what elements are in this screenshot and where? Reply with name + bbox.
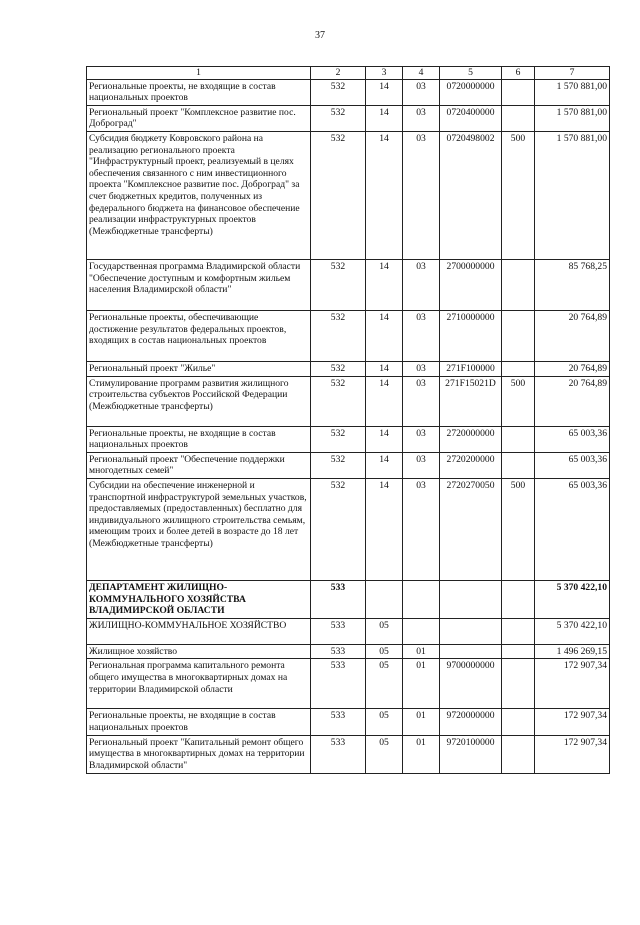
- row-grbs-cell: 532: [311, 131, 366, 259]
- table-row: [87, 618, 610, 644]
- row-subsection-cell: 03: [403, 105, 440, 131]
- row-subsection-cell: 01: [403, 709, 440, 735]
- row-expense-type-cell: [502, 659, 535, 709]
- row-section-cell: 14: [366, 426, 403, 452]
- row-amount-cell: 1 570 881,00: [535, 79, 610, 105]
- table-row: [87, 580, 610, 618]
- row-target-article-cell: 271F15021D: [440, 376, 502, 426]
- row-amount-cell: 85 768,25: [535, 259, 610, 310]
- row-amount-cell: 65 003,36: [535, 478, 610, 580]
- table-row: [87, 478, 610, 580]
- row-grbs-cell: 532: [311, 426, 366, 452]
- row-grbs-cell: 532: [311, 452, 366, 478]
- row-name-cell: Региональная программа капитального ремонта общего имущества в многоквартирных домах на территории Владимирской области: [87, 659, 311, 709]
- row-name-cell: Региональный проект "Обеспечение поддержки многодетных семей": [87, 452, 311, 478]
- table-row: [87, 644, 610, 659]
- row-expense-type-cell: [502, 709, 535, 735]
- row-target-article-cell: [440, 644, 502, 659]
- row-subsection-cell: 03: [403, 79, 440, 105]
- table-row: [87, 361, 610, 376]
- row-expense-type-cell: [502, 452, 535, 478]
- header-col-4: 4: [403, 67, 440, 80]
- header-col-1: 1: [87, 67, 311, 80]
- row-grbs-cell: 532: [311, 478, 366, 580]
- row-section-cell: [366, 580, 403, 618]
- row-subsection-cell: 03: [403, 310, 440, 361]
- row-expense-type-cell: [502, 259, 535, 310]
- row-section-cell: 14: [366, 105, 403, 131]
- row-subsection-cell: 03: [403, 376, 440, 426]
- row-name-cell: Региональный проект "Комплексное развитие пос. Доброград": [87, 105, 311, 131]
- row-target-article-cell: 2720200000: [440, 452, 502, 478]
- header-col-2: 2: [311, 67, 366, 80]
- row-section-cell: 14: [366, 376, 403, 426]
- header-row: [87, 67, 610, 80]
- row-section-cell: 05: [366, 735, 403, 773]
- row-expense-type-cell: [502, 310, 535, 361]
- table-row: [87, 310, 610, 361]
- row-name-cell: Государственная программа Владимирской области "Обеспечение доступным и комфортным жильем населения Владимирской области": [87, 259, 311, 310]
- row-name-cell: Стимулирование программ развития жилищного строительства субъектов Российской Федерации (Межбюджетные трансферты): [87, 376, 311, 426]
- row-expense-type-cell: 500: [502, 376, 535, 426]
- row-expense-type-cell: [502, 79, 535, 105]
- table-row: [87, 131, 610, 259]
- row-section-cell: 05: [366, 618, 403, 644]
- row-section-cell: 14: [366, 259, 403, 310]
- header-col-6: 6: [502, 67, 535, 80]
- row-section-cell: 14: [366, 310, 403, 361]
- row-target-article-cell: 2700000000: [440, 259, 502, 310]
- row-target-article-cell: 9700000000: [440, 659, 502, 709]
- row-amount-cell: 65 003,36: [535, 452, 610, 478]
- row-target-article-cell: [440, 580, 502, 618]
- row-subsection-cell: 03: [403, 259, 440, 310]
- row-expense-type-cell: 500: [502, 131, 535, 259]
- row-subsection-cell: 03: [403, 426, 440, 452]
- row-expense-type-cell: [502, 426, 535, 452]
- row-amount-cell: 20 764,89: [535, 376, 610, 426]
- row-name-cell: Региональный проект "Жилье": [87, 361, 311, 376]
- row-section-cell: 05: [366, 644, 403, 659]
- row-amount-cell: 1 570 881,00: [535, 131, 610, 259]
- row-name-cell: Субсидии на обеспечение инженерной и транспортной инфраструктурой земельных участков, предоставляемых (предоставленных) бесплатно для индивидуального жилищного строительства семьям, имеющим троих и более детей в возрасте до 18 лет (Межбюджетные трансферты): [87, 478, 311, 580]
- row-name-cell: ЖИЛИЩНО-КОММУНАЛЬНОЕ ХОЗЯЙСТВО: [87, 618, 311, 644]
- row-expense-type-cell: [502, 580, 535, 618]
- row-name-cell: Региональные проекты, обеспечивающие достижение результатов федеральных проектов, входящих в состав национальных проектов: [87, 310, 311, 361]
- row-amount-cell: 172 907,34: [535, 709, 610, 735]
- row-grbs-cell: 533: [311, 709, 366, 735]
- row-grbs-cell: 533: [311, 618, 366, 644]
- row-section-cell: 14: [366, 452, 403, 478]
- row-name-cell: Региональные проекты, не входящие в состав национальных проектов: [87, 709, 311, 735]
- header-col-3: 3: [366, 67, 403, 80]
- header-col-7: 7: [535, 67, 610, 80]
- table-row: [87, 709, 610, 735]
- row-target-article-cell: 0720498002: [440, 131, 502, 259]
- row-amount-cell: 172 907,34: [535, 735, 610, 773]
- row-expense-type-cell: [502, 735, 535, 773]
- row-grbs-cell: 533: [311, 644, 366, 659]
- row-name-cell: Региональный проект "Капитальный ремонт общего имущества в многоквартирных домах на территории Владимирской области": [87, 735, 311, 773]
- row-subsection-cell: 03: [403, 361, 440, 376]
- row-amount-cell: 5 370 422,10: [535, 580, 610, 618]
- row-grbs-cell: 533: [311, 735, 366, 773]
- row-expense-type-cell: [502, 644, 535, 659]
- row-subsection-cell: 01: [403, 735, 440, 773]
- table-row: [87, 426, 610, 452]
- row-target-article-cell: 0720000000: [440, 79, 502, 105]
- row-section-cell: 14: [366, 79, 403, 105]
- row-target-article-cell: 2720270050: [440, 478, 502, 580]
- row-expense-type-cell: [502, 361, 535, 376]
- row-grbs-cell: 532: [311, 79, 366, 105]
- row-grbs-cell: 532: [311, 259, 366, 310]
- row-section-cell: 05: [366, 709, 403, 735]
- row-amount-cell: 172 907,34: [535, 659, 610, 709]
- row-name-cell: Жилищное хозяйство: [87, 644, 311, 659]
- row-expense-type-cell: [502, 105, 535, 131]
- row-expense-type-cell: 500: [502, 478, 535, 580]
- row-amount-cell: 20 764,89: [535, 310, 610, 361]
- table-row: [87, 79, 610, 105]
- row-grbs-cell: 532: [311, 310, 366, 361]
- row-section-cell: 14: [366, 478, 403, 580]
- table-row: [87, 659, 610, 709]
- table-row: [87, 735, 610, 773]
- budget-table: [86, 66, 610, 774]
- table-row: [87, 452, 610, 478]
- row-expense-type-cell: [502, 618, 535, 644]
- row-name-cell: Субсидия бюджету Ковровского района на реализацию регионального проекта "Инфраструктурный проект, реализуемый в целях обеспечения связанного с ним инвестиционного проекта "Комплексное развитие пос. Доброград" за счет бюджетных кредитов, полученных из федерального бюджета на финансовое обеспечение реализации инфраструктурных проектов (Межбюджетные трансферты): [87, 131, 311, 259]
- row-target-article-cell: 271F100000: [440, 361, 502, 376]
- row-target-article-cell: 9720000000: [440, 709, 502, 735]
- row-section-cell: 05: [366, 659, 403, 709]
- table-body: [87, 79, 610, 773]
- row-target-article-cell: 2710000000: [440, 310, 502, 361]
- row-grbs-cell: 533: [311, 580, 366, 618]
- row-subsection-cell: [403, 618, 440, 644]
- row-amount-cell: 1 570 881,00: [535, 105, 610, 131]
- row-subsection-cell: 03: [403, 131, 440, 259]
- row-grbs-cell: 532: [311, 361, 366, 376]
- row-section-cell: 14: [366, 361, 403, 376]
- row-target-article-cell: 0720400000: [440, 105, 502, 131]
- page-number: 37: [315, 30, 325, 41]
- row-amount-cell: 65 003,36: [535, 426, 610, 452]
- row-section-cell: 14: [366, 131, 403, 259]
- row-amount-cell: 20 764,89: [535, 361, 610, 376]
- row-grbs-cell: 532: [311, 105, 366, 131]
- table-row: [87, 105, 610, 131]
- table-row: [87, 376, 610, 426]
- row-subsection-cell: 01: [403, 659, 440, 709]
- row-subsection-cell: [403, 580, 440, 618]
- row-target-article-cell: 2720000000: [440, 426, 502, 452]
- table-row: [87, 259, 610, 310]
- row-subsection-cell: 03: [403, 452, 440, 478]
- header-col-5: 5: [440, 67, 502, 80]
- row-target-article-cell: [440, 618, 502, 644]
- row-subsection-cell: 03: [403, 478, 440, 580]
- row-grbs-cell: 533: [311, 659, 366, 709]
- row-grbs-cell: 532: [311, 376, 366, 426]
- row-amount-cell: 1 496 269,15: [535, 644, 610, 659]
- row-target-article-cell: 9720100000: [440, 735, 502, 773]
- row-name-cell: Региональные проекты, не входящие в состав национальных проектов: [87, 79, 311, 105]
- row-amount-cell: 5 370 422,10: [535, 618, 610, 644]
- row-subsection-cell: 01: [403, 644, 440, 659]
- row-name-cell: Региональные проекты, не входящие в состав национальных проектов: [87, 426, 311, 452]
- row-name-cell: ДЕПАРТАМЕНТ ЖИЛИЩНО-КОММУНАЛЬНОГО ХОЗЯЙСТВА ВЛАДИМИРСКОЙ ОБЛАСТИ: [87, 580, 311, 618]
